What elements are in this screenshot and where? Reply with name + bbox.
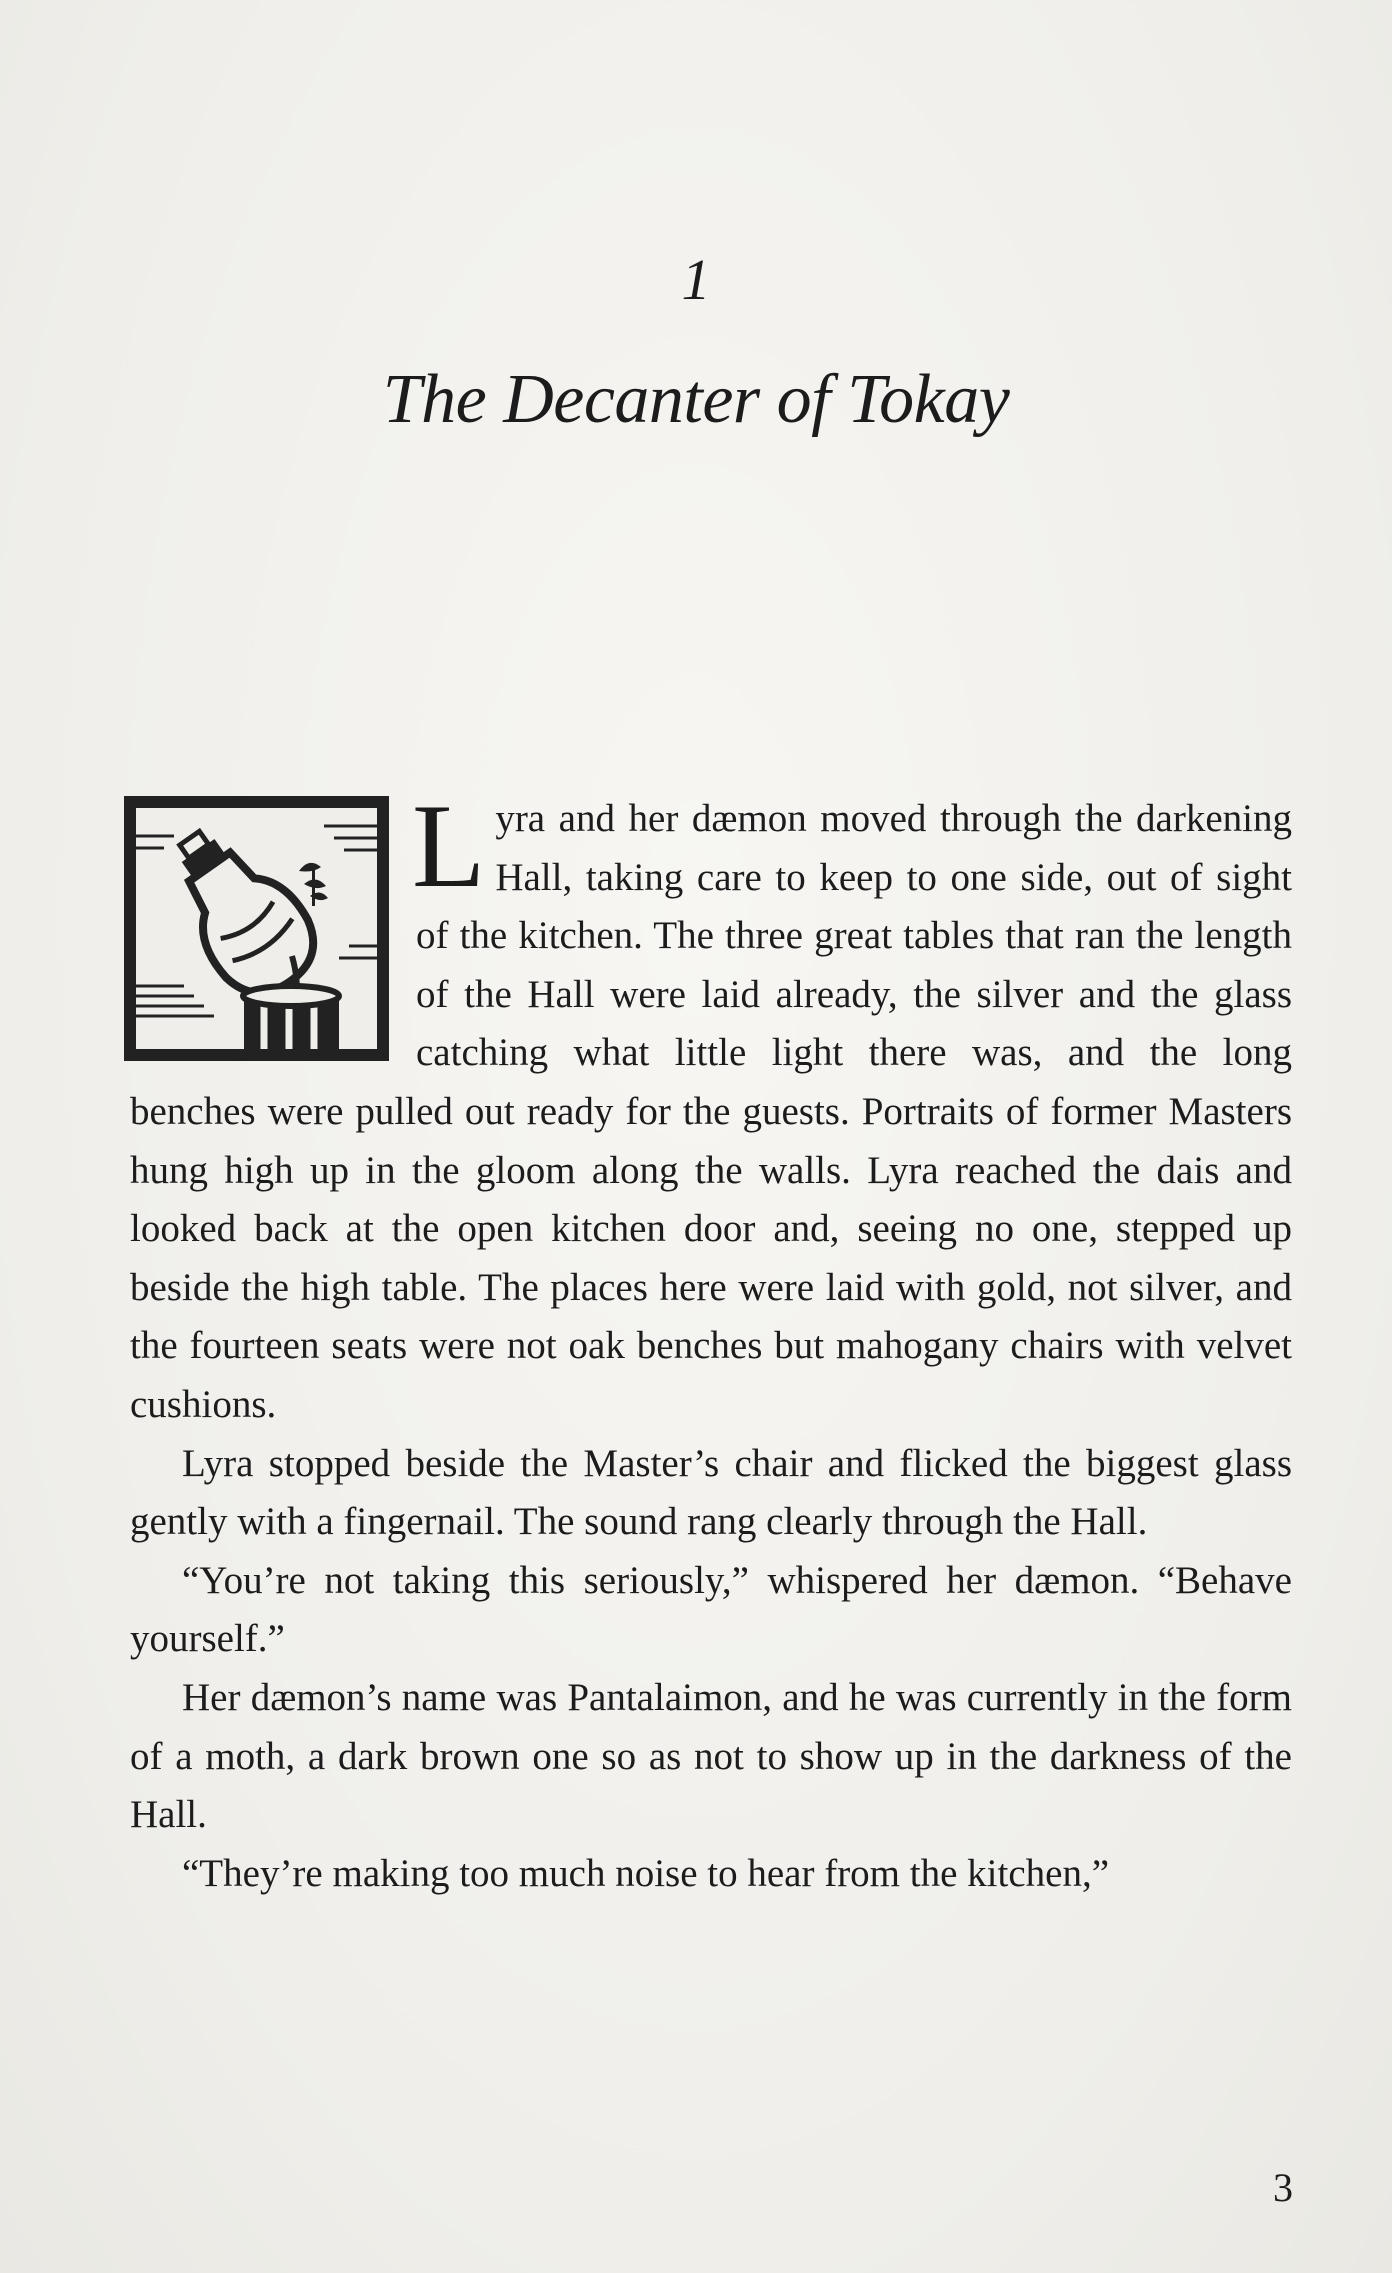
paragraph-5: “They’re making too much noise to hear from the kitchen,”	[182, 1851, 1110, 1895]
paragraph-3: “You’re not taking this seriously,” whispered her dæmon. “Behave yourself.”	[130, 1558, 1292, 1661]
page-number: 3	[1273, 2165, 1293, 2210]
drop-cap: L	[412, 779, 486, 912]
chapter-body	[130, 779, 1292, 1903]
decanter-pouring-icon	[124, 796, 389, 1061]
paragraph-text: yra and her dæmon moved through the darkening Hall, taking care to keep to one side, out of sight of the kitchen. The three great tables that ran the length of the Hall were laid already, the silver and the glass catching what little light there was, and the long benches were pulled out ready for the guests. Portraits of former Masters hung high up in the gloom along the walls. Lyra reached the dais and looked back at the open kitchen door and, seeing no one, stepped up beside the high table. The places here were laid with gold, not silver, and the fourteen seats were not oak benches but mahogany chairs with velvet cushions.	[130, 797, 1292, 1426]
paragraph-4: Her dæmon’s name was Pantalaimon, and he was currently in the form of a moth, a dark brown one so as not to show up in the darkness of the Hall.	[130, 1675, 1292, 1837]
chapter-title: The Decanter of Tokay	[382, 361, 1010, 438]
chapter-number: 1	[681, 247, 711, 312]
paragraph-2: Lyra stopped beside the Master’s chair and flicked the biggest glass gently with a fingernail. The sound rang clearly through the Hall.	[130, 1441, 1292, 1544]
